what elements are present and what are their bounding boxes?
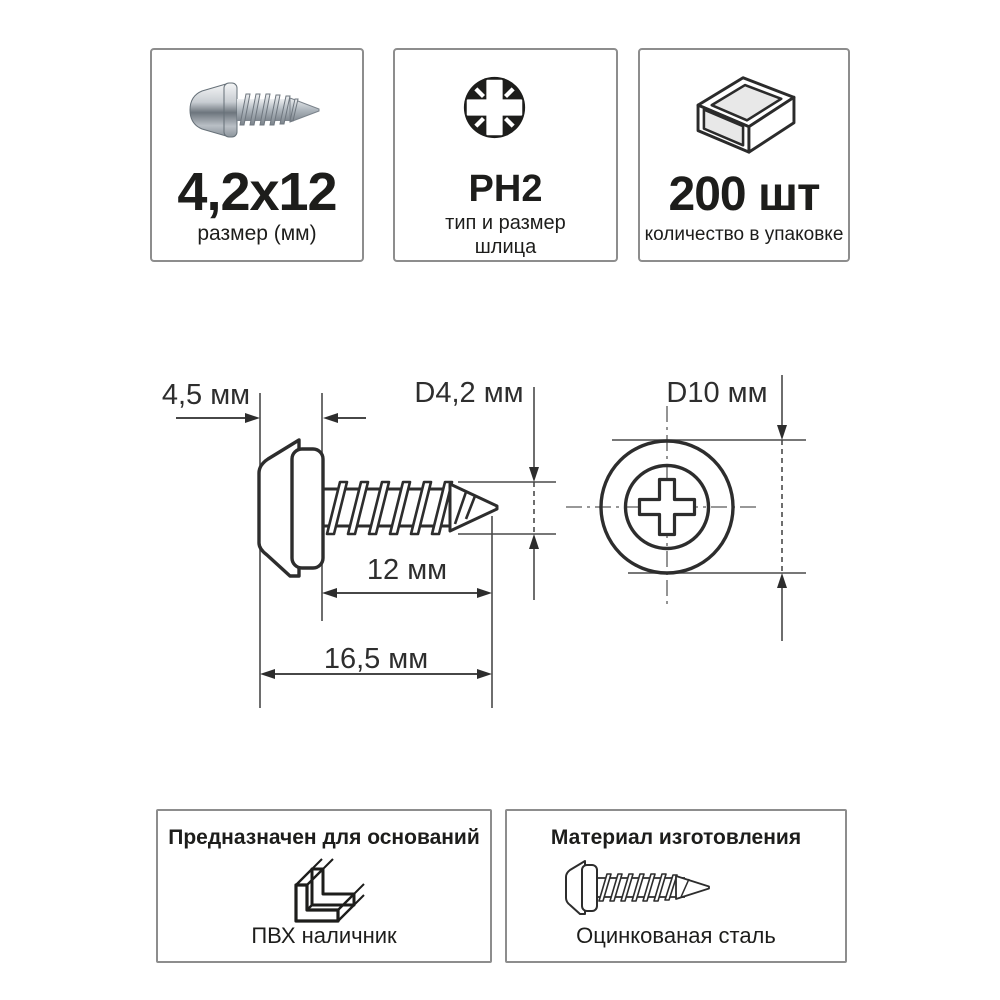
thread-length-label: 12 мм	[366, 554, 448, 586]
pvc-profile-icon	[286, 851, 366, 927]
drive-value: PH2	[468, 168, 543, 210]
material-card-caption: Оцинкованая сталь	[576, 923, 776, 948]
material-card-title: Материал изготовления	[550, 826, 802, 849]
thread-diameter-label: D4,2 мм	[414, 377, 524, 409]
size-caption: размер (мм)	[197, 222, 317, 245]
base-card-title: Предназначен для оснований	[168, 826, 480, 849]
size-value: 4,2x12	[177, 162, 337, 222]
total-length-label: 16,5 мм	[323, 643, 429, 675]
base-material-card	[156, 809, 492, 963]
drive-caption: тип и размер шлица	[445, 212, 566, 258]
quantity-value: 200 шт	[668, 168, 820, 221]
base-card-caption: ПВХ наличник	[251, 923, 397, 948]
head-diameter-label: D10 мм	[666, 377, 768, 409]
material-card	[505, 809, 847, 963]
screw-outline-icon	[563, 859, 731, 917]
head-height-label: 4,5 мм	[161, 379, 251, 411]
quantity-caption: количество в упаковке	[644, 224, 844, 245]
